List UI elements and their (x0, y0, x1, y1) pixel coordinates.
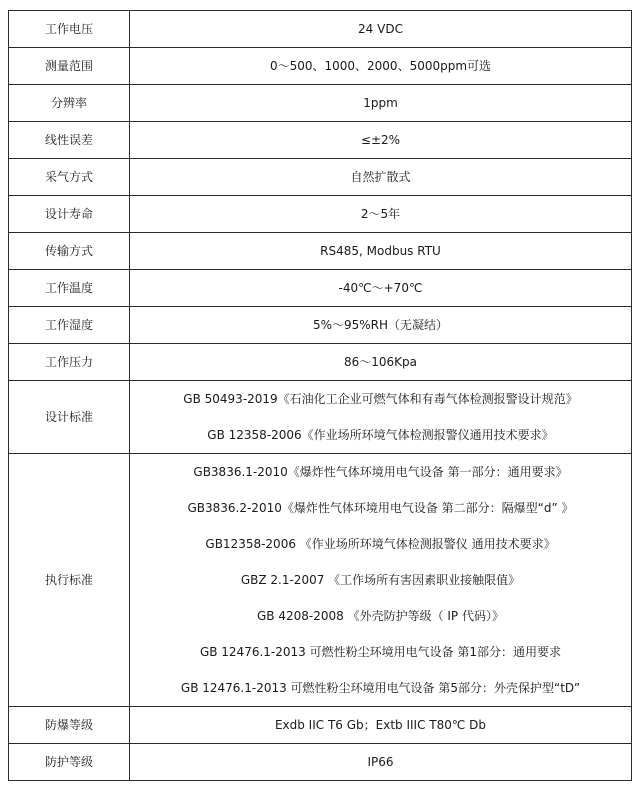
row-value-multiline (130, 381, 632, 454)
standard-line: GB 12476.1-2013 可燃性粉尘环境用电气设备 第1部分：通用要求 (199, 645, 562, 659)
row-label: 设计标准 (9, 381, 130, 454)
row-value: 0～500、1000、2000、5000ppm可选 (130, 48, 632, 85)
row-label: 传输方式 (9, 233, 130, 270)
table-row (9, 48, 632, 85)
row-value: 5%～95%RH（无凝结） (130, 307, 632, 344)
row-label: 工作温度 (9, 270, 130, 307)
row-value: 1ppm (130, 85, 632, 122)
table-row (9, 707, 632, 744)
row-value: 24 VDC (130, 11, 632, 48)
row-value: IP66 (130, 744, 632, 781)
row-label: 工作电压 (9, 11, 130, 48)
row-value: 自然扩散式 (130, 159, 632, 196)
standard-line: GB3836.2-2010《爆炸性气体环境用电气设备 第二部分：隔爆型“d” 》 (187, 501, 574, 515)
table-row (9, 196, 632, 233)
row-label: 设计寿命 (9, 196, 130, 233)
row-value-multiline (130, 454, 632, 707)
row-value: 2～5年 (130, 196, 632, 233)
table-row (9, 233, 632, 270)
standard-line: GB3836.1-2010《爆炸性气体环境用电气设备 第一部分：通用要求》 (193, 465, 568, 479)
table-row (9, 270, 632, 307)
table-row (9, 85, 632, 122)
row-value: ≤±2% (130, 122, 632, 159)
standard-line: GB 12358-2006《作业场所环境气体检测报警仪通用技术要求》 (207, 428, 554, 442)
row-label: 防护等级 (9, 744, 130, 781)
row-label: 分辨率 (9, 85, 130, 122)
table-row (9, 344, 632, 381)
row-label: 工作压力 (9, 344, 130, 381)
standard-line: GB 50493-2019《石油化工企业可燃气体和有毒气体检测报警设计规范》 (183, 392, 578, 406)
row-value: 86～106Kpa (130, 344, 632, 381)
table-row (9, 11, 632, 48)
spec-table (8, 10, 632, 781)
row-label: 工作湿度 (9, 307, 130, 344)
table-row (9, 159, 632, 196)
row-label: 执行标准 (9, 454, 130, 707)
standard-line: GB 4208-2008 《外壳防护等级（ IP 代码）》 (257, 609, 504, 623)
table-row (9, 122, 632, 159)
row-label: 防爆等级 (9, 707, 130, 744)
row-value: Exdb IIC T6 Gb；Extb IIIC T80℃ Db (130, 707, 632, 744)
table-row (9, 744, 632, 781)
table-row (9, 454, 632, 707)
row-label: 线性误差 (9, 122, 130, 159)
row-label: 测量范围 (9, 48, 130, 85)
table-row (9, 307, 632, 344)
table-row (9, 381, 632, 454)
standard-line: GBZ 2.1-2007 《工作场所有害因素职业接触限值》 (240, 573, 521, 587)
standard-line: GB 12476.1-2013 可燃性粉尘环境用电气设备 第5部分：外壳保护型“tD” (180, 681, 581, 695)
standard-line: GB12358-2006 《作业场所环境气体检测报警仪 通用技术要求》 (205, 537, 556, 551)
row-label: 采气方式 (9, 159, 130, 196)
row-value: -40℃～+70℃ (130, 270, 632, 307)
row-value: RS485, Modbus RTU (130, 233, 632, 270)
